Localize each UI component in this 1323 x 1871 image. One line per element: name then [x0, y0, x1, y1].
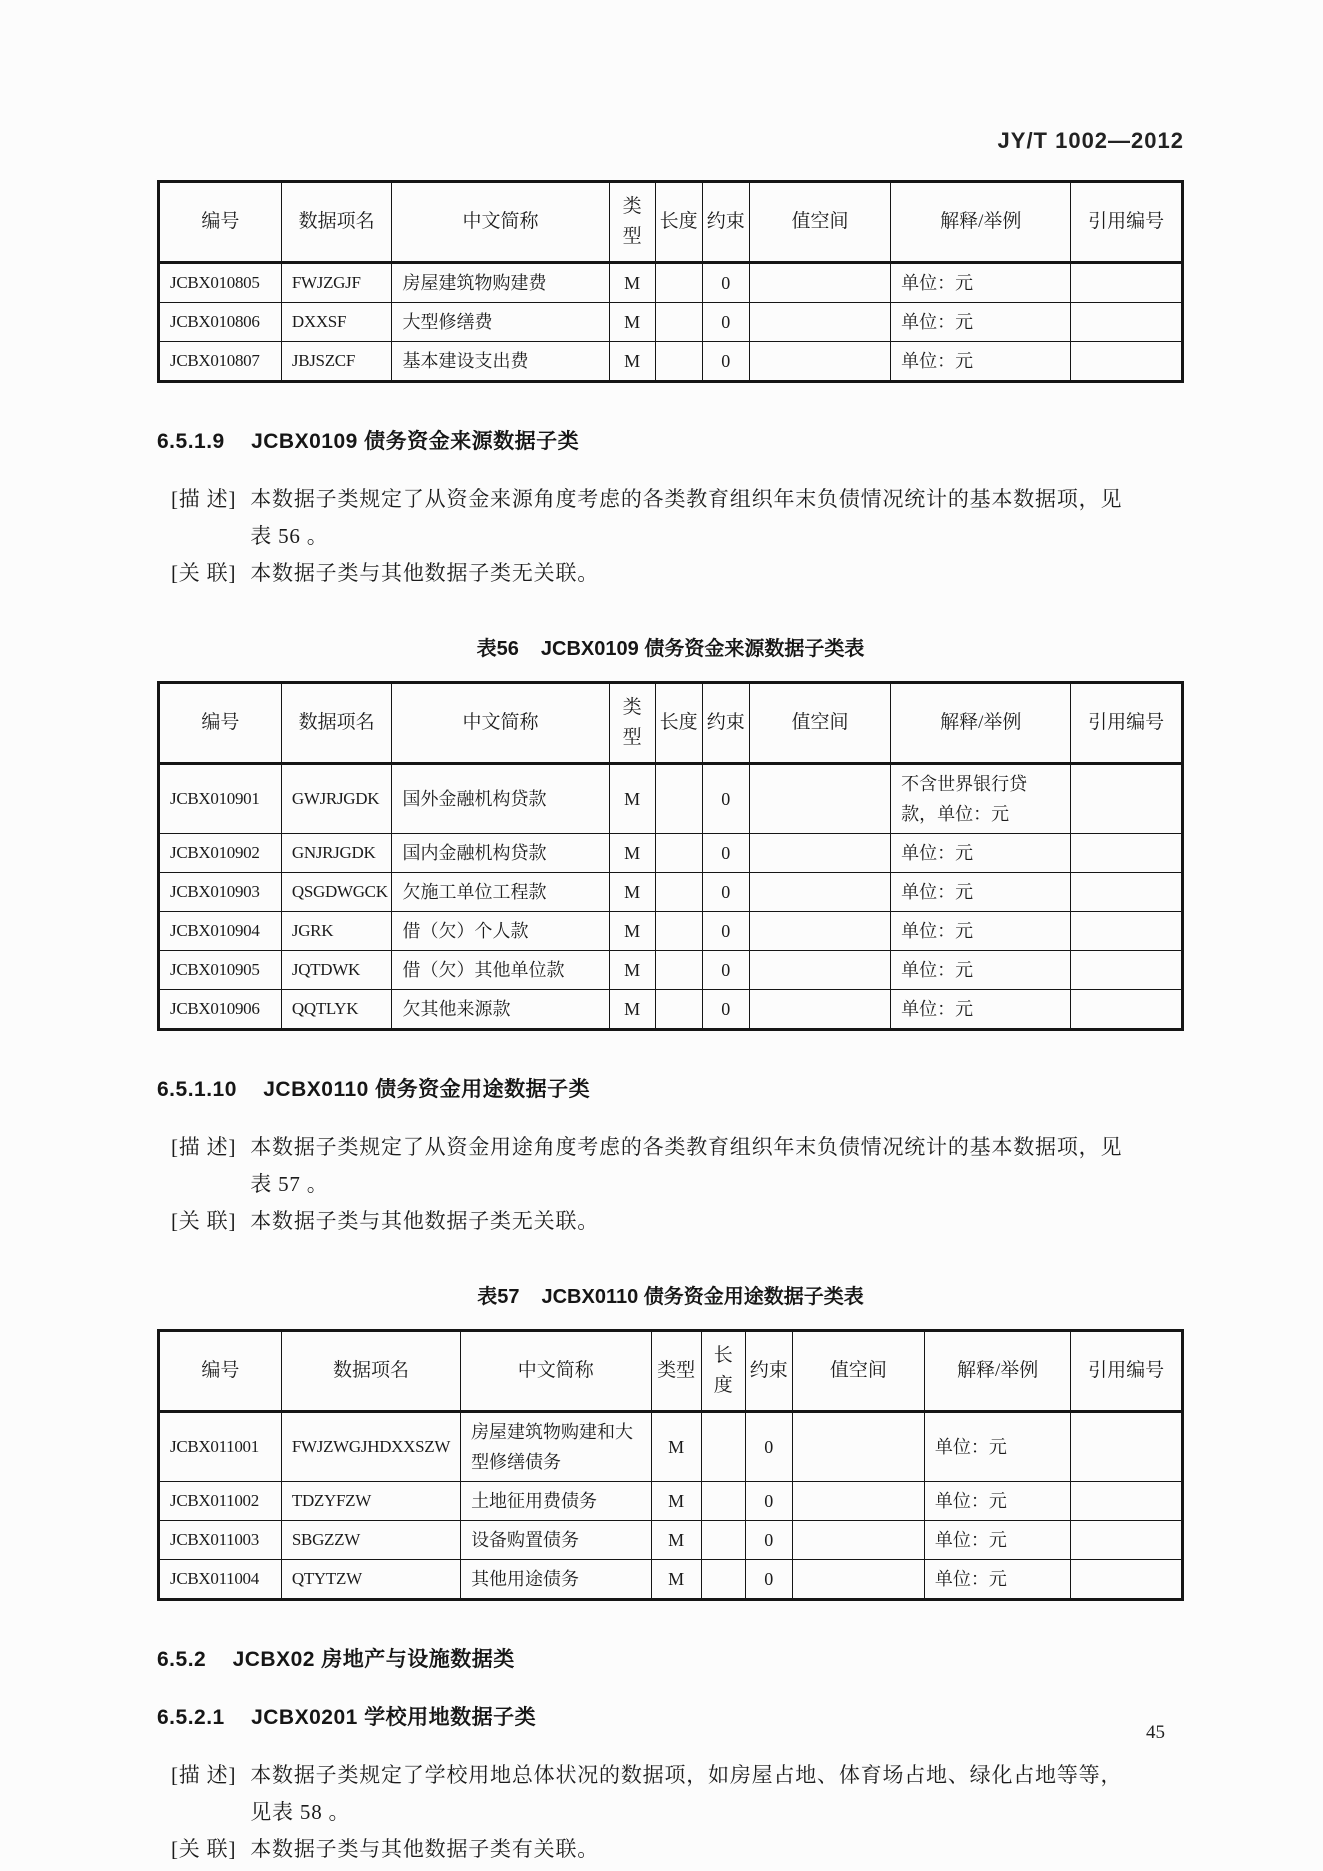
- description-label: [描 述]: [171, 487, 237, 511]
- section-number: 6.5.1.9: [157, 430, 225, 453]
- table-cell: [1071, 342, 1183, 382]
- relation-paragraph: [171, 1203, 1184, 1240]
- table-cell: 单位：元: [891, 303, 1071, 342]
- description-line: 本数据子类规定了从资金用途角度考虑的各类教育组织年末负债情况统计的基本数据项，见: [250, 1135, 1123, 1159]
- section-title: JCBX0201 学校用地数据子类: [251, 1706, 537, 1729]
- table-cell: 单位：元: [891, 263, 1071, 303]
- section-number: 6.5.2: [157, 1648, 207, 1671]
- column-header: 编号: [159, 1331, 282, 1412]
- table-cell: JCBX010807: [159, 342, 282, 382]
- table-header: [159, 182, 1183, 263]
- table-cell: FWJZWGJHDXXSZW: [281, 1412, 460, 1482]
- table-cell: [1071, 1560, 1183, 1600]
- table-cell: [655, 990, 702, 1030]
- table-cell: JCBX011002: [159, 1482, 282, 1521]
- document-header: [157, 128, 1184, 156]
- table-cell: M: [609, 263, 655, 303]
- table-row: [159, 912, 1183, 951]
- relation-text: [250, 1203, 1184, 1240]
- table-cell: [749, 834, 890, 873]
- table-cell: 单位：元: [924, 1560, 1070, 1600]
- table-row: [159, 1560, 1183, 1600]
- table-cell: 0: [702, 990, 749, 1030]
- table-header: [159, 1331, 1183, 1412]
- table-cell: JCBX010903: [159, 873, 282, 912]
- table-56-caption: JCBX0109 债务资金来源数据子类表: [540, 638, 865, 660]
- table-row: [159, 1482, 1183, 1521]
- table-cell: [1071, 834, 1183, 873]
- table-cell: FWJZGJF: [281, 263, 392, 303]
- relation-text: [250, 555, 1184, 592]
- table-cell: 单位：元: [924, 1482, 1070, 1521]
- table-header-row: [159, 182, 1183, 263]
- table-header-row: [159, 1331, 1183, 1412]
- table-row: [159, 303, 1183, 342]
- table-cell: [655, 834, 702, 873]
- table-cell: JCBX010905: [159, 951, 282, 990]
- table-cell: M: [651, 1521, 701, 1560]
- relation-line: 本数据子类与其他数据子类无关联。: [250, 561, 600, 585]
- table-cell: 国外金融机构贷款: [392, 764, 609, 834]
- table-cell: 0: [702, 834, 749, 873]
- table-body: [159, 263, 1183, 382]
- table-57-caption: JCBX0110 债务资金用途数据子类表: [541, 1286, 864, 1308]
- column-header: 类型: [651, 1331, 701, 1412]
- table-cell: JCBX010901: [159, 764, 282, 834]
- table-row: [159, 342, 1183, 382]
- table-cell: JCBX010805: [159, 263, 282, 303]
- description-line: 表 56 。: [250, 524, 329, 548]
- table-cell: M: [609, 873, 655, 912]
- table-cell: [749, 303, 890, 342]
- table-cell: JQTDWK: [281, 951, 392, 990]
- table-cell: 0: [702, 912, 749, 951]
- section-title: JCBX0110 债务资金用途数据子类: [263, 1078, 591, 1101]
- table-cell: [655, 873, 702, 912]
- description-line: 本数据子类规定了学校用地总体状况的数据项，如房屋占地、体育场占地、绿化占地等等，: [250, 1763, 1123, 1787]
- table-cell: 单位：元: [891, 912, 1071, 951]
- table-cell: [655, 303, 702, 342]
- table-cell: [1071, 1482, 1183, 1521]
- table-cell: 0: [745, 1412, 792, 1482]
- table-cell: 0: [702, 951, 749, 990]
- section-title: JCBX02 房地产与设施数据类: [232, 1648, 515, 1671]
- description-text: [250, 1757, 1184, 1831]
- column-header: 解释/举例: [891, 683, 1071, 764]
- table-cell: 单位：元: [891, 342, 1071, 382]
- table-56-title: [157, 632, 1184, 661]
- table-row: [159, 951, 1183, 990]
- table-cell: JCBX011004: [159, 1560, 282, 1600]
- table-cell: SBGZZW: [281, 1521, 460, 1560]
- table-cell: GWJRJGDK: [281, 764, 392, 834]
- table-cell: 0: [745, 1560, 792, 1600]
- table-cell: JCBX011001: [159, 1412, 282, 1482]
- column-header: 中文简称: [392, 683, 609, 764]
- description-text: [250, 1129, 1184, 1203]
- table-cell: [655, 342, 702, 382]
- table-cell: 房屋建筑物购建和大型修缮债务: [461, 1412, 651, 1482]
- table-cell: 其他用途债务: [461, 1560, 651, 1600]
- table-cell: [1071, 873, 1183, 912]
- table-cell: [749, 912, 890, 951]
- table-cell: [1071, 1412, 1183, 1482]
- table-row: [159, 834, 1183, 873]
- section-heading-6-5-2: [157, 1643, 1184, 1673]
- table-cell: 单位：元: [891, 873, 1071, 912]
- table-cell: 房屋建筑物购建费: [392, 263, 609, 303]
- table-cell: [1071, 1521, 1183, 1560]
- column-header: 约束: [745, 1331, 792, 1412]
- column-header: 解释/举例: [924, 1331, 1070, 1412]
- description-line: 本数据子类规定了从资金来源角度考虑的各类教育组织年末负债情况统计的基本数据项，见: [250, 487, 1123, 511]
- column-header: 类型: [609, 683, 655, 764]
- table-cell: M: [609, 303, 655, 342]
- section-heading-6-5-1-10: [157, 1073, 1184, 1103]
- table-cell: M: [651, 1482, 701, 1521]
- table-cell: 基本建设支出费: [392, 342, 609, 382]
- table-cell: QSGDWGCK: [281, 873, 392, 912]
- relation-line: 本数据子类与其他数据子类无关联。: [250, 1209, 600, 1233]
- table-cell: [1071, 263, 1183, 303]
- column-header: 约束: [702, 683, 749, 764]
- table-cell: M: [609, 951, 655, 990]
- table-cell: 国内金融机构贷款: [392, 834, 609, 873]
- table-cell: [792, 1412, 924, 1482]
- column-header: 长度: [701, 1331, 745, 1412]
- table-cell: [749, 764, 890, 834]
- table-cell: QQTLYK: [281, 990, 392, 1030]
- table-cell: 欠其他来源款: [392, 990, 609, 1030]
- column-header: 引用编号: [1071, 182, 1183, 263]
- relation-label: [关 联]: [171, 1209, 237, 1233]
- table-cell: JCBX010904: [159, 912, 282, 951]
- table-cell: M: [609, 834, 655, 873]
- table-cell: JCBX010906: [159, 990, 282, 1030]
- relation-line: 本数据子类与其他数据子类有关联。: [250, 1837, 600, 1861]
- column-header: 中文简称: [461, 1331, 651, 1412]
- table-cell: [655, 764, 702, 834]
- table-cell: 0: [702, 764, 749, 834]
- table-cell: [749, 951, 890, 990]
- relation-paragraph: [171, 555, 1184, 592]
- relation-text: [250, 1831, 1184, 1868]
- table-56-label: 表56: [476, 638, 519, 660]
- column-header: 引用编号: [1071, 683, 1183, 764]
- table-cell: M: [609, 764, 655, 834]
- table-cell: [749, 990, 890, 1030]
- table-cell: [749, 342, 890, 382]
- table-row: [159, 263, 1183, 303]
- relation-label: [关 联]: [171, 1837, 237, 1861]
- description-text: [250, 481, 1184, 555]
- column-header: 引用编号: [1071, 1331, 1183, 1412]
- description-line: 见表 58 。: [250, 1800, 351, 1824]
- table-body: [159, 764, 1183, 1030]
- table-cell: [1071, 912, 1183, 951]
- table-cell: M: [651, 1560, 701, 1600]
- table-cell: [749, 263, 890, 303]
- column-header: 编号: [159, 182, 282, 263]
- description-paragraph: [171, 1757, 1184, 1831]
- standard-number: JY/T 1002—2012: [997, 128, 1184, 153]
- table-cell: 0: [745, 1482, 792, 1521]
- column-header: 编号: [159, 683, 282, 764]
- table-cell: JCBX011003: [159, 1521, 282, 1560]
- page-number: 45: [1146, 1722, 1165, 1743]
- column-header: 长度: [655, 182, 702, 263]
- table-cell: 单位：元: [924, 1521, 1070, 1560]
- column-header: 值空间: [749, 683, 890, 764]
- table-row: [159, 1521, 1183, 1560]
- section-heading-6-5-2-1: [157, 1701, 1184, 1731]
- table-cell: [792, 1521, 924, 1560]
- table-header-row: [159, 683, 1183, 764]
- table-56: [157, 681, 1184, 1031]
- table-row: [159, 873, 1183, 912]
- column-header: 约束: [702, 182, 749, 263]
- column-header: 解释/举例: [891, 182, 1071, 263]
- table-cell: TDZYFZW: [281, 1482, 460, 1521]
- table-cell: 单位：元: [891, 990, 1071, 1030]
- table-cell: 0: [702, 303, 749, 342]
- table-57-title: [157, 1280, 1184, 1309]
- table-row: [159, 990, 1183, 1030]
- table-cell: M: [609, 990, 655, 1030]
- table-cell: 欠施工单位工程款: [392, 873, 609, 912]
- table-cell: QTYTZW: [281, 1560, 460, 1600]
- table-cell: 单位：元: [891, 834, 1071, 873]
- table-cell: M: [609, 342, 655, 382]
- table-cell: 土地征用费债务: [461, 1482, 651, 1521]
- relation-paragraph: [171, 1831, 1184, 1868]
- description-paragraph: [171, 1129, 1184, 1203]
- table-row: [159, 764, 1183, 834]
- table-header: [159, 683, 1183, 764]
- table-cell: 0: [702, 342, 749, 382]
- column-header: 数据项名: [281, 1331, 460, 1412]
- table-cell: M: [609, 912, 655, 951]
- table-cell: [1071, 764, 1183, 834]
- table-cell: [655, 951, 702, 990]
- description-label: [描 述]: [171, 1763, 237, 1787]
- table-cell: [1071, 951, 1183, 990]
- table-cell: [792, 1482, 924, 1521]
- column-header: 长度: [655, 683, 702, 764]
- relation-label: [关 联]: [171, 561, 237, 585]
- column-header: 值空间: [749, 182, 890, 263]
- table-cell: M: [651, 1412, 701, 1482]
- table-cell: JBJSZCF: [281, 342, 392, 382]
- table-cell: 0: [702, 873, 749, 912]
- column-header: 数据项名: [281, 182, 392, 263]
- table-cell: 单位：元: [891, 951, 1071, 990]
- description-paragraph: [171, 481, 1184, 555]
- table-cell: 不含世界银行贷款，单位：元: [891, 764, 1071, 834]
- table-cell: 借（欠）个人款: [392, 912, 609, 951]
- table-cell: [792, 1560, 924, 1600]
- table-cell: [701, 1521, 745, 1560]
- table-cell: 0: [745, 1521, 792, 1560]
- table-cell: [701, 1560, 745, 1600]
- table-cell: [1071, 303, 1183, 342]
- table-cell: GNJRJGDK: [281, 834, 392, 873]
- table-cell: JCBX010902: [159, 834, 282, 873]
- table-cell: JCBX010806: [159, 303, 282, 342]
- table-row: [159, 1412, 1183, 1482]
- table-cell: [749, 873, 890, 912]
- table-cell: [1071, 990, 1183, 1030]
- table-cell: 0: [702, 263, 749, 303]
- table-57-label: 表57: [477, 1286, 520, 1308]
- table-body: [159, 1412, 1183, 1600]
- table-jcbx0108-continued: [157, 180, 1184, 383]
- column-header: 值空间: [792, 1331, 924, 1412]
- section-number: 6.5.2.1: [157, 1706, 225, 1729]
- column-header: 类型: [609, 182, 655, 263]
- section-title: JCBX0109 债务资金来源数据子类: [251, 430, 580, 453]
- section-number: 6.5.1.10: [157, 1078, 237, 1101]
- table-cell: [655, 912, 702, 951]
- table-cell: [701, 1482, 745, 1521]
- table-57: [157, 1329, 1184, 1601]
- table-cell: 设备购置债务: [461, 1521, 651, 1560]
- table-cell: 大型修缮费: [392, 303, 609, 342]
- section-heading-6-5-1-9: [157, 425, 1184, 455]
- column-header: 中文简称: [392, 182, 609, 263]
- table-cell: DXXSF: [281, 303, 392, 342]
- table-cell: 借（欠）其他单位款: [392, 951, 609, 990]
- table-cell: [701, 1412, 745, 1482]
- table-cell: 单位：元: [924, 1412, 1070, 1482]
- column-header: 数据项名: [281, 683, 392, 764]
- table-cell: [655, 263, 702, 303]
- table-cell: JGRK: [281, 912, 392, 951]
- description-label: [描 述]: [171, 1135, 237, 1159]
- description-line: 表 57 。: [250, 1172, 329, 1196]
